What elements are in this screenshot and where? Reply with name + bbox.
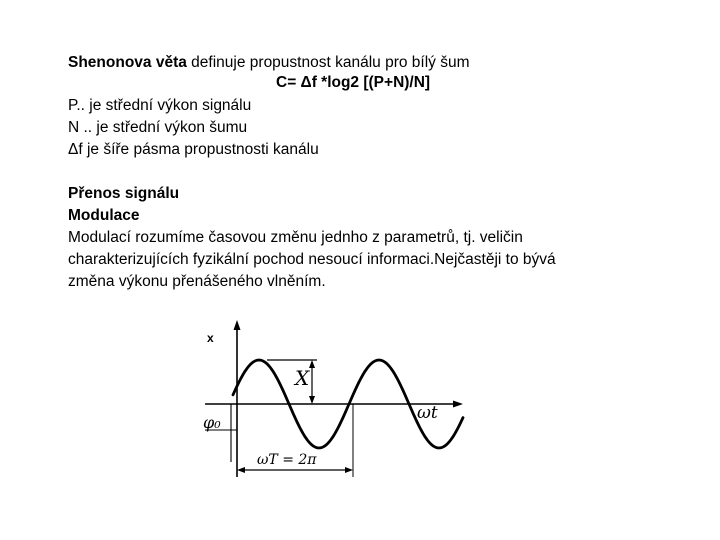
bandwidth-definition: Δf je šíře pásma propustnosti kanálu (68, 141, 319, 158)
shannon-theorem-title: Shenonova věta (68, 54, 187, 71)
vertical-axis-arrow (234, 320, 241, 330)
signal-power-definition: P.. je střední výkon signálu (68, 97, 252, 114)
amplitude-arrow-head-bottom (309, 396, 315, 404)
modulation-heading: Modulace (68, 207, 140, 224)
horizontal-axis-arrow (453, 401, 463, 408)
period-label: ωT = 2π (257, 452, 317, 468)
period-arrow-right (345, 467, 353, 473)
modulation-paragraph-line-3: změna výkonu přenášeného vlněním. (68, 273, 326, 290)
capacity-formula: C= Δf *log2 [(P+N)/N] (276, 74, 431, 91)
signal-transfer-heading: Přenos signálu (68, 185, 180, 202)
omega-t-label: ωt (417, 403, 438, 423)
modulation-paragraph-line-2: charakterizujících fyzikální pochod nesoucí informaci.Nejčastěji to bývá (68, 251, 556, 268)
shannon-theorem-line (68, 53, 470, 72)
period-arrow-left (237, 467, 245, 473)
noise-power-definition: N .. je střední výkon šumu (68, 119, 248, 136)
amplitude-arrow-head-top (309, 360, 315, 368)
modulation-paragraph-line-1: Modulací rozumíme časovou změnu jednho z parametrů, tj. veličin (68, 229, 523, 246)
x-axis-label: x (207, 331, 214, 345)
sine-wave-diagram (195, 312, 475, 482)
amplitude-label: X (295, 366, 310, 390)
phase-label: φ₀ (203, 413, 221, 432)
shannon-theorem-desc: definuje propustnost kanálu pro bílý šum (186, 54, 470, 71)
